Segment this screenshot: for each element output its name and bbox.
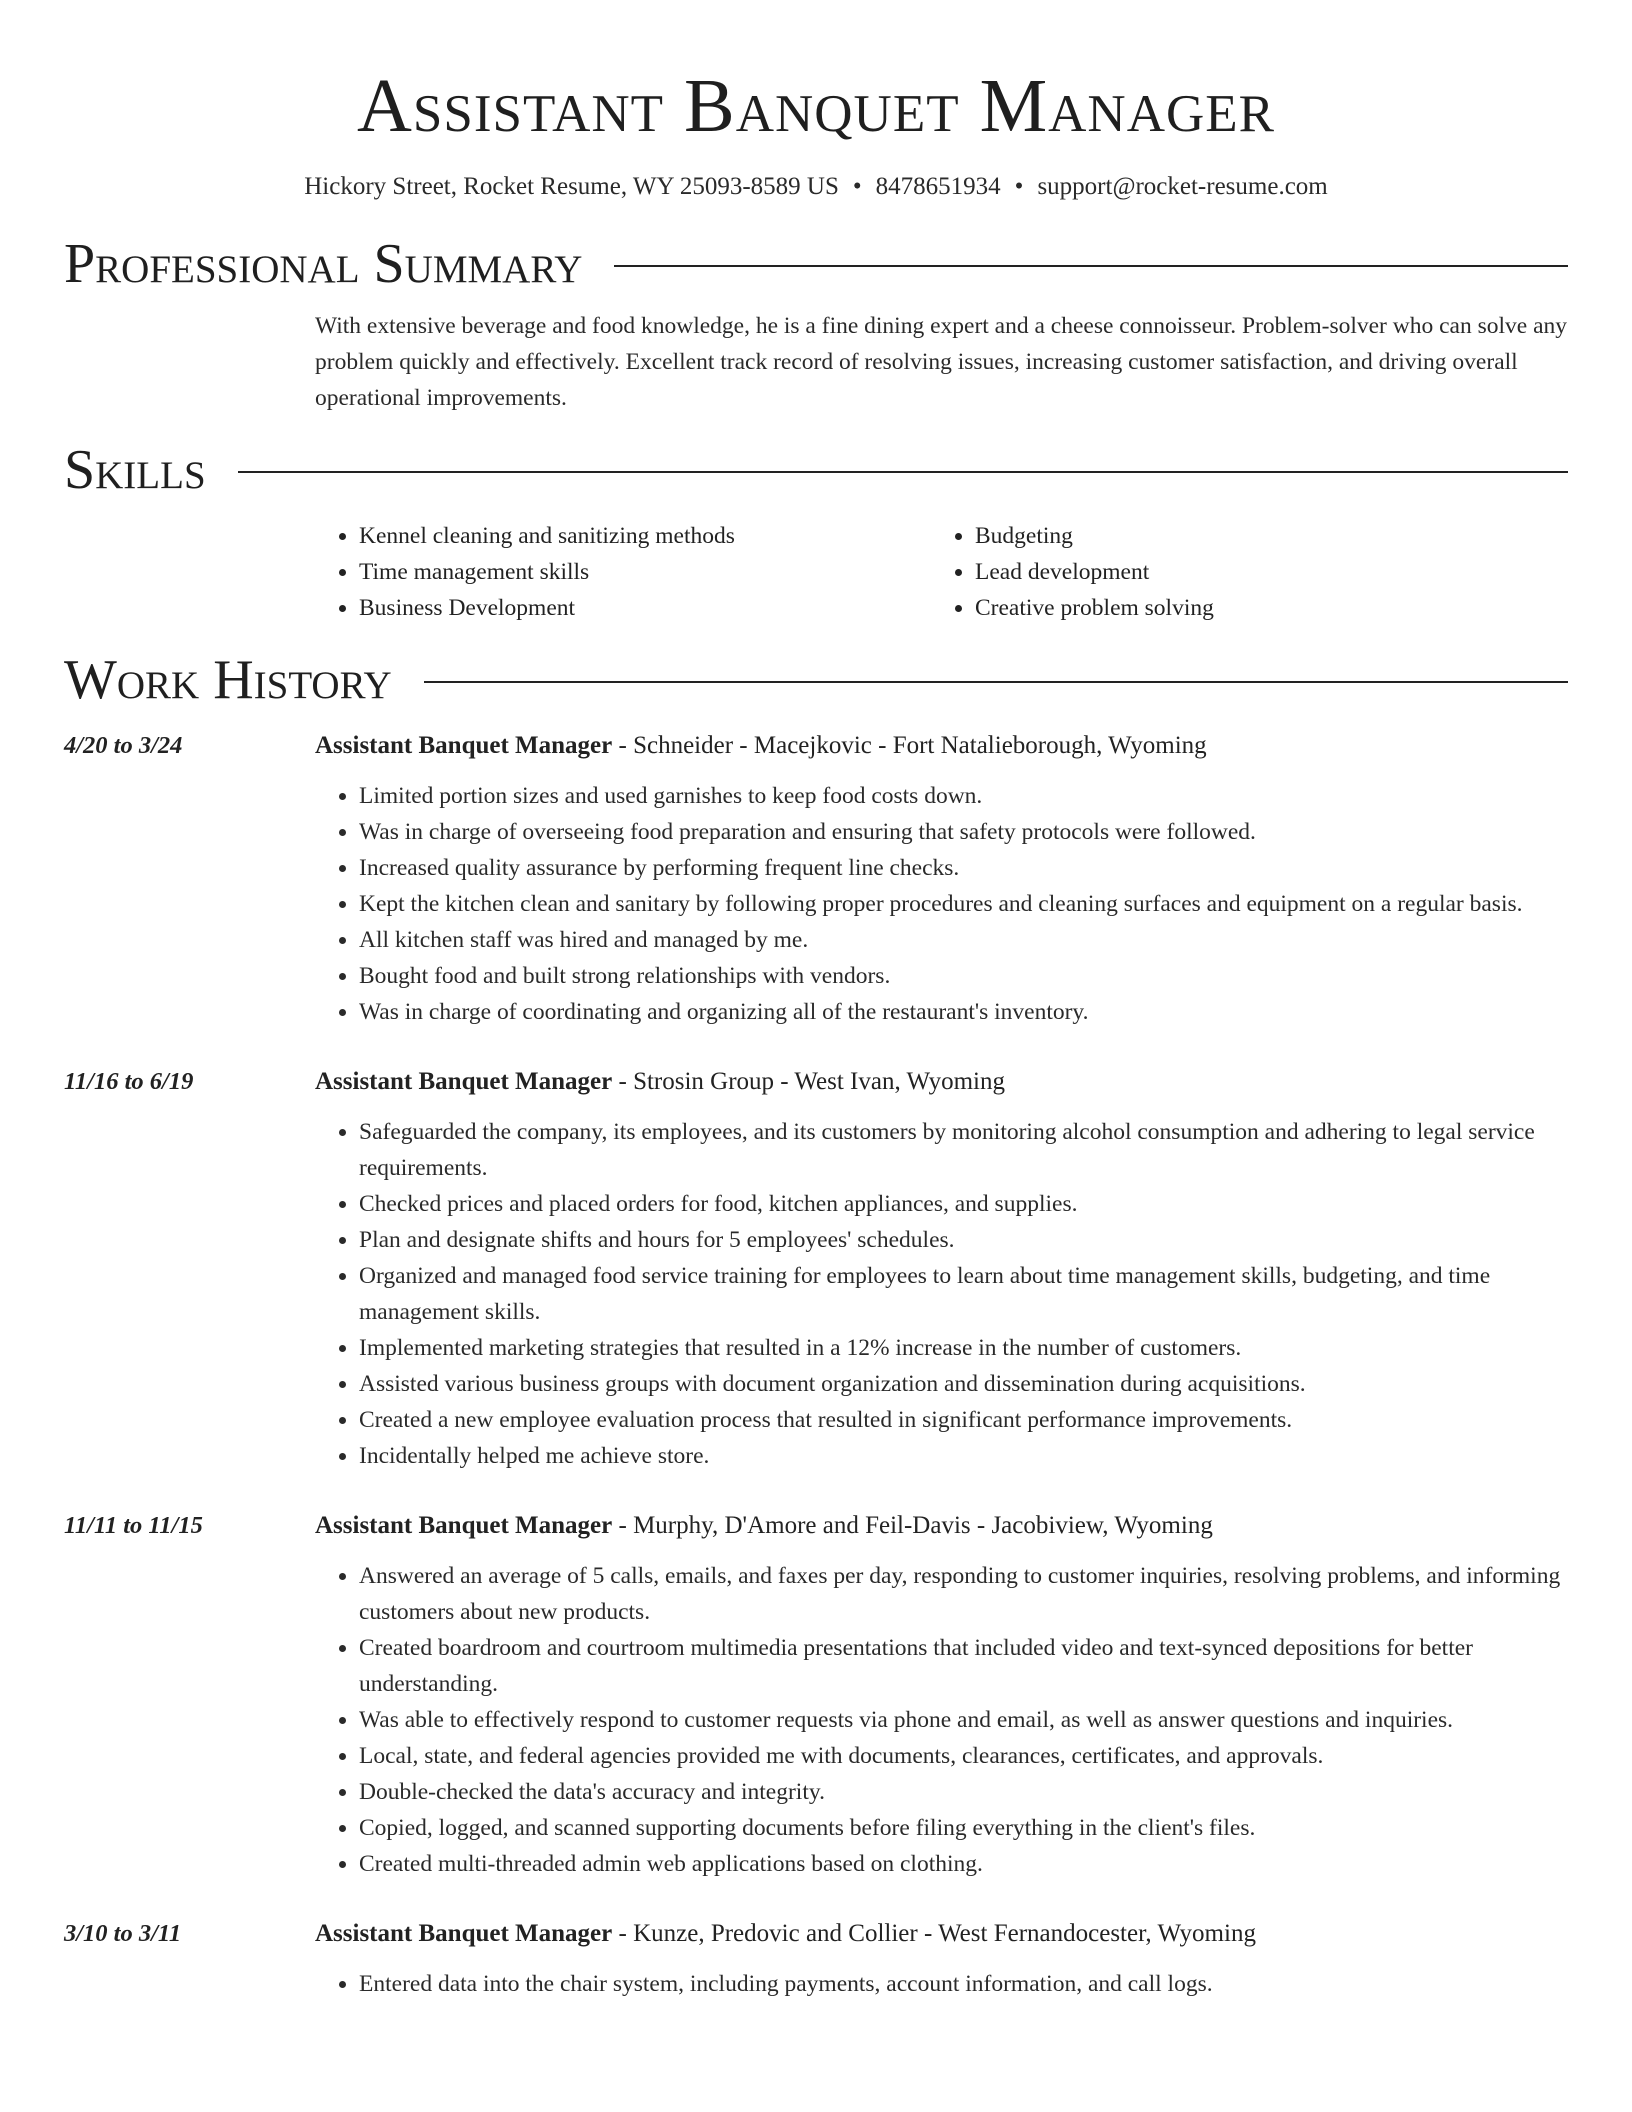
- skills-section-header: [64, 438, 1568, 502]
- job-bullet: • Created boardroom and courtroom multimedia presentations that included video and text-synced depositions for better understanding.: [359, 1630, 1568, 1702]
- skill-item: • Time management skills: [359, 554, 931, 590]
- job-bullets: [315, 1966, 1256, 2002]
- job-bullet: • Checked prices and placed orders for food, kitchen appliances, and supplies.: [359, 1186, 1568, 1222]
- job-body: [315, 1916, 1256, 2002]
- job-bullet: • Assisted various business groups with document organization and dissemination during acquisitions.: [359, 1366, 1568, 1402]
- skill-item: • Kennel cleaning and sanitizing methods: [359, 518, 931, 554]
- contact-email: support@rocket-resume.com: [1037, 173, 1328, 200]
- job-employer: - Schneider - Macejkovic - Fort Natalieborough, Wyoming: [612, 732, 1207, 759]
- skills-column-left: [315, 518, 931, 626]
- job-title: Assistant Banquet Manager: [315, 1920, 613, 1947]
- section-divider: [424, 681, 1568, 683]
- job-bullet: • Organized and managed food service training for employees to learn about time management skills, budgeting, and time management skills.: [359, 1258, 1568, 1330]
- job-heading: [315, 1064, 1568, 1100]
- job-bullet: • Entered data into the chair system, including payments, account information, and call logs.: [359, 1966, 1256, 2002]
- job-bullet: • Was in charge of coordinating and organizing all of the restaurant's inventory.: [359, 994, 1523, 1030]
- job-bullet: • Limited portion sizes and used garnishes to keep food costs down.: [359, 778, 1523, 814]
- job-title: Assistant Banquet Manager: [315, 1068, 613, 1095]
- summary-text: With extensive beverage and food knowledge, he is a fine dining expert and a cheese connoisseur. Problem-solver who can solve any problem quickly and effectively. Excellent track record of resolving issues, increasing customer satisfaction, and driving overall operational improvements.: [315, 313, 1567, 411]
- skills-list: [315, 518, 1568, 626]
- job-dates: 11/16 to 6/19: [64, 1068, 194, 1095]
- job-employer: - Kunze, Predovic and Collier - West Fernandocester, Wyoming: [612, 1920, 1256, 1947]
- job-bullet: • Incidentally helped me achieve store.: [359, 1438, 1568, 1474]
- resume-name: Assistant Banquet Manager: [357, 64, 1275, 148]
- job-bullet: • Implemented marketing strategies that resulted in a 12% increase in the number of customers.: [359, 1330, 1568, 1366]
- job-bullet: • Copied, logged, and scanned supporting documents before filing everything in the client's files.: [359, 1810, 1568, 1846]
- work-heading: Work History: [64, 649, 392, 711]
- job-bullet: • Was in charge of overseeing food preparation and ensuring that safety protocols were followed.: [359, 814, 1523, 850]
- job-bullet: • Bought food and built strong relationships with vendors.: [359, 958, 1523, 994]
- job-title: Assistant Banquet Manager: [315, 732, 613, 759]
- job-entry: [64, 1916, 1568, 2002]
- job-bullet: • Safeguarded the company, its employees, and its customers by monitoring alcohol consumption and adhering to legal service requirements.: [359, 1114, 1568, 1186]
- job-bullet: • Was able to effectively respond to customer requests via phone and email, as well as answer questions and inquiries.: [359, 1702, 1568, 1738]
- job-bullet: • Local, state, and federal agencies provided me with documents, clearances, certificates, and approvals.: [359, 1738, 1568, 1774]
- skills-column-right: [931, 518, 1547, 626]
- skill-item: • Creative problem solving: [975, 590, 1547, 626]
- job-bullet: • Answered an average of 5 calls, emails, and faxes per day, responding to customer inquiries, resolving problems, and informing customers about new products.: [359, 1558, 1568, 1630]
- job-dates: 3/10 to 3/11: [64, 1920, 182, 1947]
- contact-separator: •: [852, 173, 862, 200]
- job-employer: - Strosin Group - West Ivan, Wyoming: [612, 1068, 1005, 1095]
- job-heading: [315, 1508, 1568, 1544]
- contact-line: [64, 170, 1568, 204]
- job-bullet: • Created a new employee evaluation process that resulted in significant performance improvements.: [359, 1402, 1568, 1438]
- job-bullets: [315, 1114, 1568, 1474]
- contact-phone: 8478651934: [875, 173, 1001, 200]
- job-employer: - Murphy, D'Amore and Feil-Davis - Jacobiview, Wyoming: [612, 1512, 1213, 1539]
- contact-separator: •: [1014, 173, 1024, 200]
- job-bullet: • All kitchen staff was hired and managed by me.: [359, 922, 1523, 958]
- work-section-header: [64, 648, 1568, 712]
- job-title: Assistant Banquet Manager: [315, 1512, 613, 1539]
- job-bullets: [315, 1558, 1568, 1882]
- job-bullet: • Kept the kitchen clean and sanitary by following proper procedures and cleaning surfaces and equipment on a regular basis.: [359, 886, 1523, 922]
- summary-heading: Professional Summary: [64, 233, 583, 295]
- job-bullets: [315, 778, 1523, 1030]
- job-entry: [64, 1064, 1568, 1474]
- job-bullet: • Double-checked the data's accuracy and integrity.: [359, 1774, 1568, 1810]
- job-dates: 4/20 to 3/24: [64, 732, 183, 759]
- job-body: [315, 1508, 1568, 1882]
- job-body: [315, 728, 1523, 1030]
- skill-item: • Business Development: [359, 590, 931, 626]
- job-body: [315, 1064, 1568, 1474]
- skill-item: • Lead development: [975, 554, 1547, 590]
- skill-item: • Budgeting: [975, 518, 1547, 554]
- job-heading: [315, 1916, 1256, 1952]
- job-dates: 11/11 to 11/15: [64, 1512, 203, 1539]
- job-entry: [64, 728, 1568, 1030]
- contact-address: Hickory Street, Rocket Resume, WY 25093-8589 US: [304, 173, 839, 200]
- job-bullet: • Created multi-threaded admin web applications based on clothing.: [359, 1846, 1568, 1882]
- skills-heading: Skills: [64, 439, 206, 501]
- job-entry: [64, 1508, 1568, 1882]
- section-divider: [614, 265, 1568, 267]
- summary-section-header: [64, 232, 1568, 296]
- job-bullet: • Plan and designate shifts and hours for 5 employees' schedules.: [359, 1222, 1568, 1258]
- job-bullet: • Increased quality assurance by performing frequent line checks.: [359, 850, 1523, 886]
- section-divider: [238, 471, 1568, 473]
- job-heading: [315, 728, 1523, 764]
